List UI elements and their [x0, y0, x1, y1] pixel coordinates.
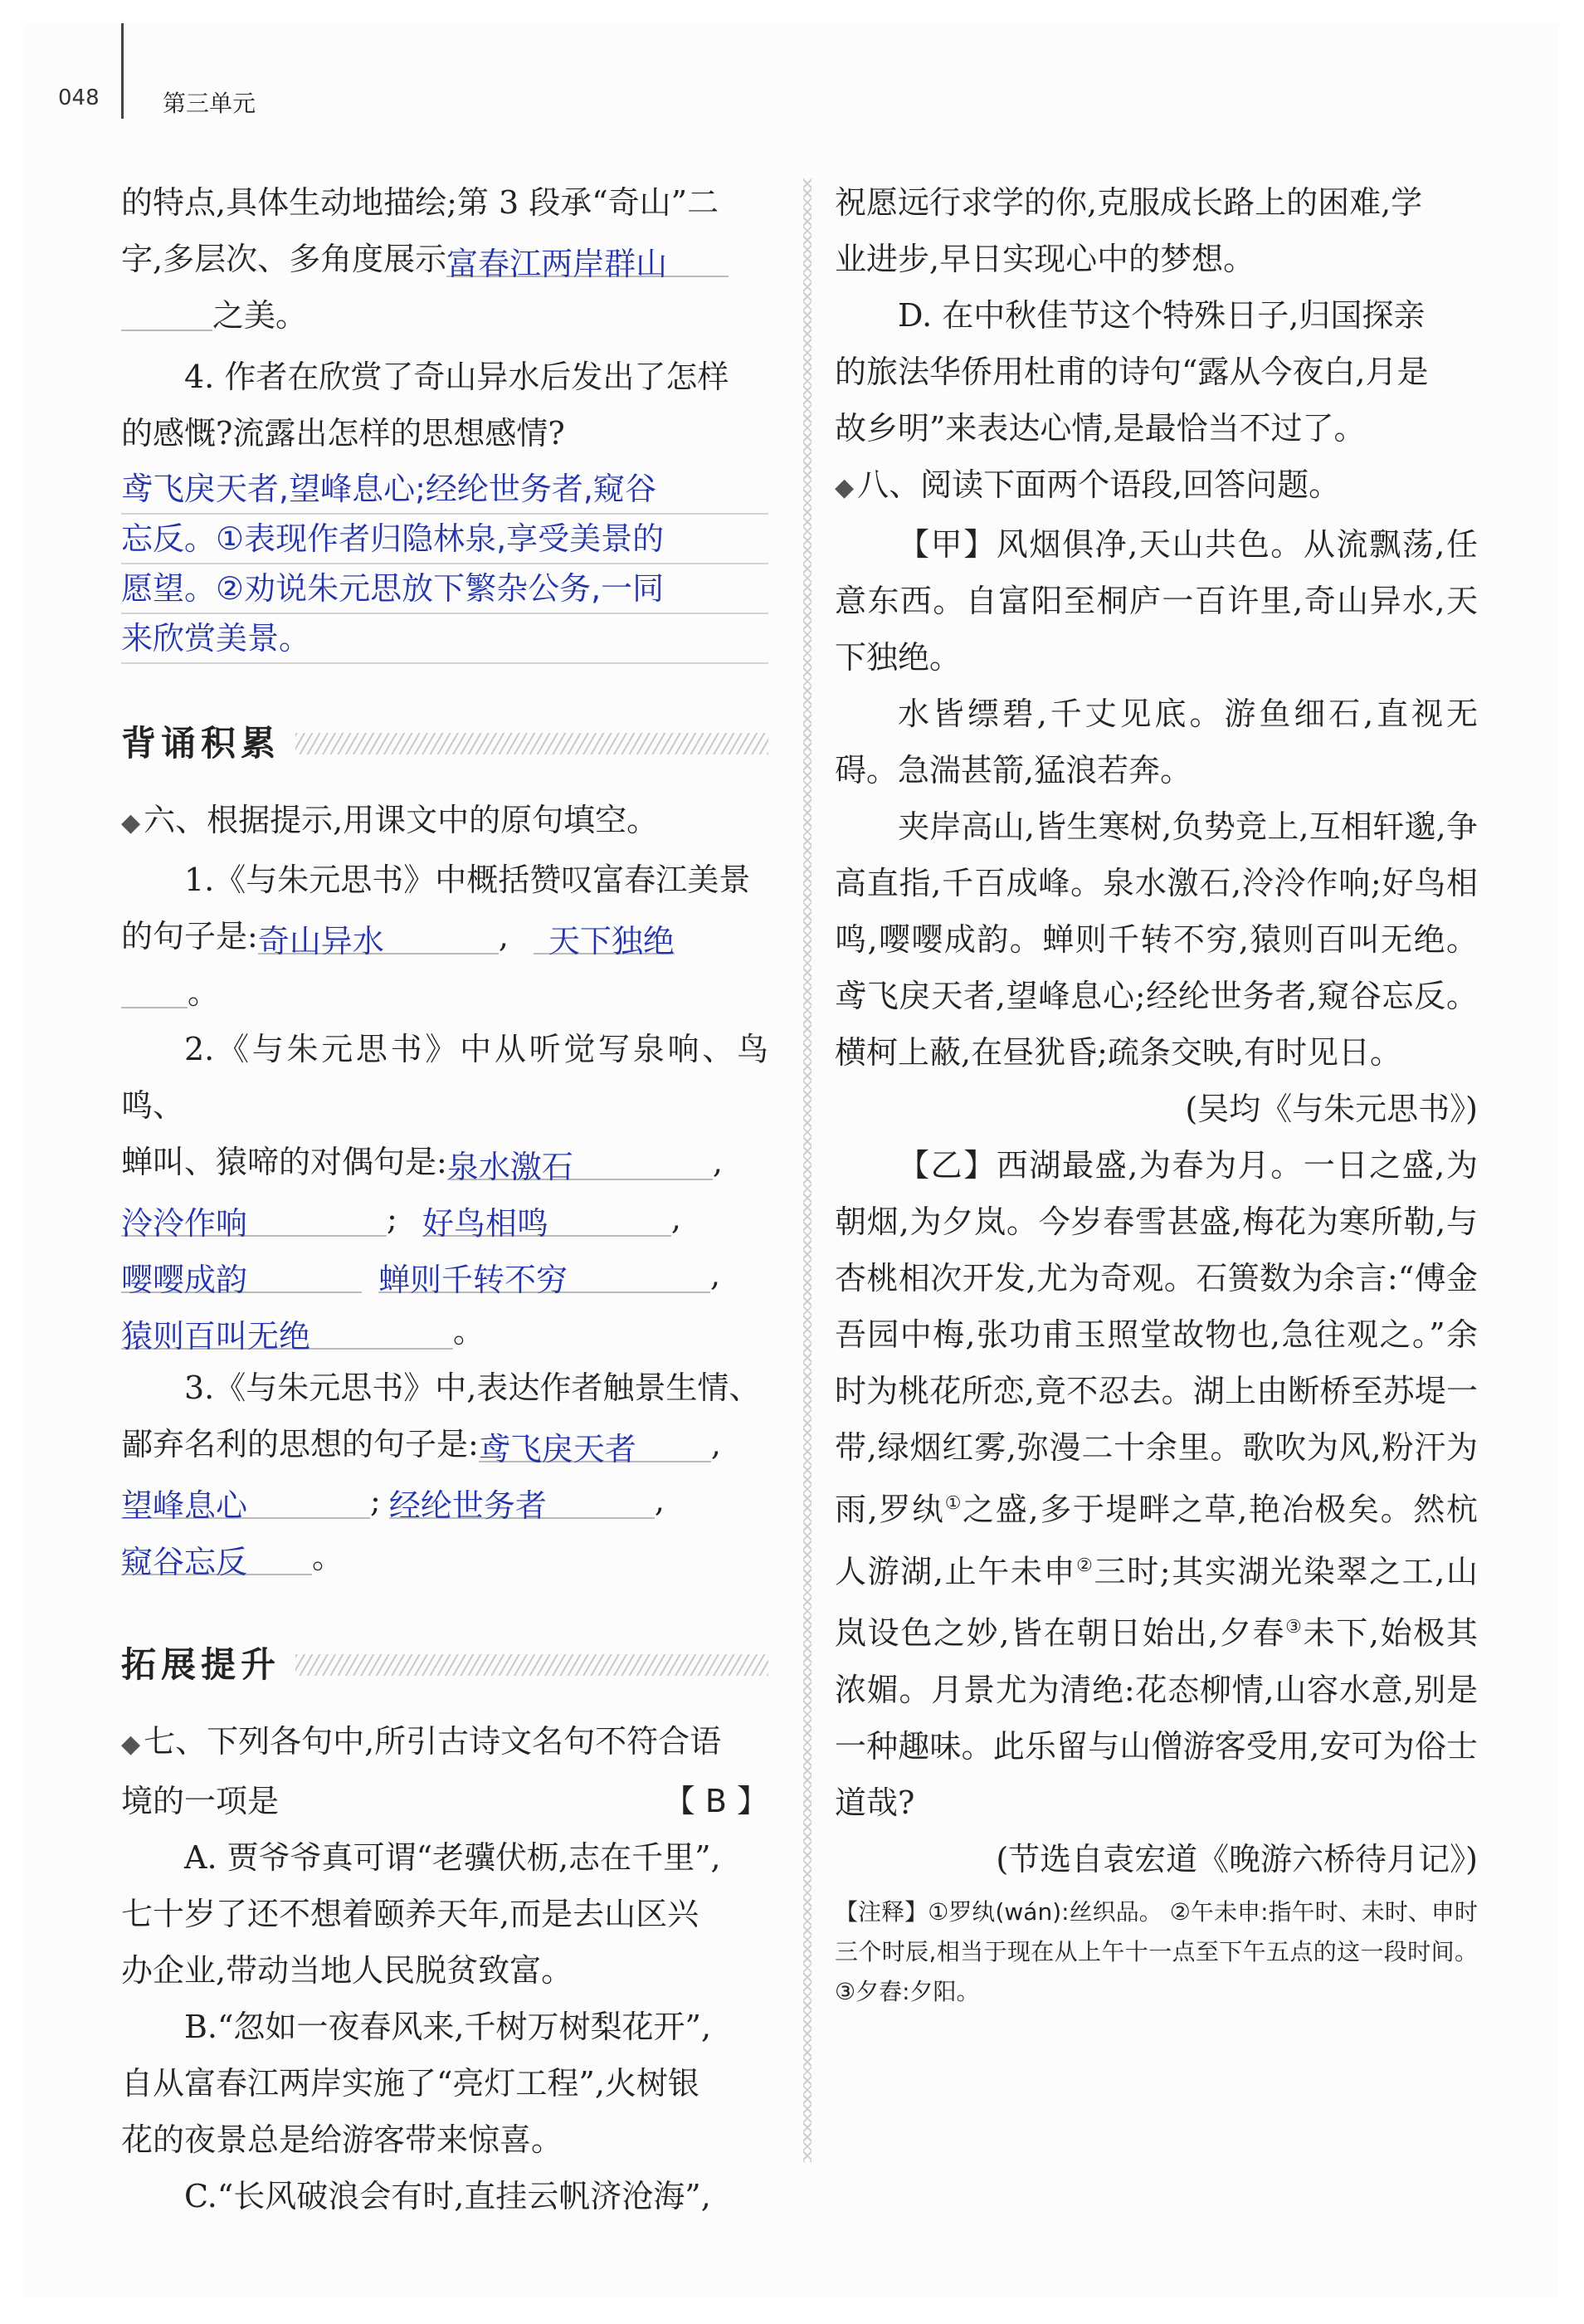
option-a-line: 办企业,带动当地人民脱贫致富。	[121, 1952, 573, 1989]
question-6-2-line2: 蝉叫、猿啼的对偶句是:泉水激石 ,	[121, 1134, 768, 1190]
answer-line: 来欣赏美景。	[121, 614, 768, 664]
handwritten-answer: 泉水激石	[446, 1149, 573, 1185]
passage-yi-source: (节选自袁宏道《晚游六桥待月记》)	[996, 1840, 1478, 1877]
diamond-icon: ◆	[121, 1730, 141, 1759]
footnotes: 【注释】①罗纨(wán):丝织品。 ②午未申:指午时、未时、申时三个时辰,相当于现在从上午十一点至下午五点的这一段时间。 ③夕舂:夕阳。	[835, 1897, 1478, 2005]
answer-line: 愿望。②劝说朱元思放下繁杂公务,一同	[121, 564, 768, 614]
diamond-icon: ◆	[121, 808, 141, 837]
passage-jia-p1: 【甲】风烟俱净,天山共色。从流飘荡,任意东西。自富阳至桐庐一百许里,奇山异水,天下独绝。	[835, 526, 1478, 676]
question-6-2-line4: 嘤嘤成韵 蝉则千转不穷 ,	[121, 1247, 768, 1303]
passage-yi: 【乙】西湖最盛,为春为月。一日之盛,为朝烟,为夕岚。今岁春雪甚盛,梅花为寒所勒,与杏桃相次开发,尤为奇观。石篑数为余言:“傅金吾园中梅,张功甫玉照堂故物也,急往观之。”余时为桃花所恋,竟不忍去。湖上由断桥至苏堤一带,绿烟红雾,弥漫二十余里。歌吹为风,粉汗为雨,罗纨①之盛,多于堤畔之草,艳冶极矣。然杭人游湖,止午未申②三时;其实湖光染翠之工,山岚设色之妙,皆在朝日始出,夕春③未下,始极其浓媚。月景尤为清绝:花态柳情,山容水意,别是一种趣味。此乐留与山僧游客受用,安可为俗士道哉?	[835, 1147, 1478, 1821]
handwritten-answer: 经纶世务者	[388, 1487, 547, 1524]
question-6-title: ◆ 六、根据提示,用课文中的原句填空。	[121, 802, 659, 838]
handwritten-answer: 鸢飞戾天者	[478, 1431, 636, 1467]
right-column	[835, 174, 1478, 2012]
option-d-line: 的旅法华侨用杜甫的诗句“露从今夜白,月是	[835, 354, 1429, 390]
section-hatch	[295, 1654, 768, 1676]
question-6-2: 2.《与朱元思书》中从听觉写泉响、鸟鸣、	[121, 1031, 768, 1124]
handwritten-answer: 好鸟相鸣	[422, 1205, 548, 1242]
option-b-line: 自从富春江两岸实施了“亮灯工程”,火树银	[121, 2065, 699, 2102]
section-heading	[121, 715, 768, 772]
question-6-3: 3.《与朱元思书》中,表达作者触景生情、	[184, 1370, 761, 1406]
question-6-3-line4: 窥谷忘反 。	[121, 1529, 768, 1585]
passage-jia-p3: 夹岸高山,皆生寒树,负势竞上,互相轩邈,争高直指,千百成峰。泉水激石,泠泠作响;好鸟相鸣,嘤嘤成韵。蝉则千转不穷,猿则百叫无绝。鸢飞戾天者,望峰息心;经纶世务者,窥谷忘反。横柯上蔽,在昼犹昏;疏条交映,有时见日。	[835, 808, 1478, 1071]
continuation-line: 字,多层次、多角度展示富春江两岸群山	[121, 231, 768, 287]
section-hatch	[295, 733, 768, 754]
footnote-mark: ②	[1076, 1555, 1094, 1576]
continuation-line: 的特点,具体生动地描绘;第 3 段承“奇山”二	[121, 184, 719, 221]
handwritten-answer: 天下独绝	[548, 923, 675, 959]
option-d: D. 在中秋佳节这个特殊日子,归国探亲	[898, 297, 1426, 334]
column-separator	[803, 178, 811, 2162]
footnote-mark: ①	[944, 1493, 963, 1514]
option-b-line: 花的夜景总是给游客带来惊喜。	[121, 2121, 563, 2158]
section-title: 拓展提升	[121, 1644, 281, 1685]
handwritten-answer: 富春江两岸群山	[446, 246, 668, 282]
answer-lines	[121, 465, 768, 664]
passage-jia-source: (吴均《与朱元思书》)	[1185, 1091, 1478, 1127]
option-a-line: 七十岁了还不想着颐养天年,而是去山区兴	[121, 1896, 699, 1932]
answer-line: 鸢飞戾天者,望峰息心;经纶世务者,窥谷	[121, 465, 768, 515]
question-4-line2: 的感慨?流露出怎样的思想感情?	[121, 415, 565, 452]
question-4: 4. 作者在欣赏了奇山异水后发出了怎样	[184, 359, 729, 395]
question-7-line2: 境的一项是 【 B 】	[121, 1773, 768, 1829]
section-heading	[121, 1637, 768, 1693]
option-c-line: 祝愿远行求学的你,克服成长路上的困难,学	[835, 184, 1423, 221]
left-column	[121, 174, 768, 2224]
unit-title: 第三单元	[163, 90, 256, 117]
passage-jia-p2: 水皆缥碧,千丈见底。游鱼细石,直视无碍。急湍甚箭,猛浪若奔。	[835, 696, 1478, 788]
continuation-line: 之美。	[121, 287, 768, 344]
handwritten-answer: 猿则百叫无绝	[121, 1318, 311, 1355]
question-6-1: 1.《与朱元思书》中概括赞叹富春江美景	[184, 862, 751, 898]
header-divider	[121, 23, 124, 119]
handwritten-answer: 望峰息心	[121, 1487, 248, 1524]
question-6-2-line5: 猿则百叫无绝 。	[121, 1303, 768, 1360]
handwritten-answer: 奇山异水	[257, 923, 384, 959]
section-title: 背诵积累	[121, 723, 281, 764]
question-6-1-line2: 的句子是:奇山异水 , 天下独绝	[121, 908, 768, 964]
answer-bracket: 【 B 】	[663, 1783, 768, 1819]
handwritten-answer: 蝉则千转不穷	[378, 1262, 568, 1298]
answer-line: 忘反。①表现作者归隐林泉,享受美景的	[121, 515, 768, 564]
option-c-line: 业进步,早日实现心中的梦想。	[835, 241, 1255, 277]
question-6-2-line3: 泠泠作响 ; 好鸟相鸣 ,	[121, 1190, 768, 1247]
question-6-3-line2: 鄙弃名利的思想的句子是:鸢飞戾天者 ,	[121, 1416, 768, 1472]
diamond-icon: ◆	[835, 473, 855, 502]
option-c: C.“长风破浪会有时,直挂云帆济沧海”,	[184, 2178, 711, 2214]
handwritten-answer: 泠泠作响	[121, 1205, 248, 1242]
handwritten-answer: 嘤嘤成韵	[121, 1262, 248, 1298]
page-number: 048	[58, 85, 100, 110]
footnote-mark: ③	[1285, 1617, 1304, 1638]
question-8-title: ◆ 八、阅读下面两个语段,回答问题。	[835, 466, 1341, 503]
option-a: A. 贾爷爷真可谓“老骥伏枥,志在千里”,	[184, 1839, 721, 1876]
option-b: B.“忽如一夜春风来,千树万树梨花开”,	[184, 2009, 712, 2045]
question-7: ◆ 七、下列各句中,所引古诗文名句不符合语	[121, 1723, 722, 1760]
question-6-1-line3: 。	[121, 964, 768, 1021]
question-6-3-line3: 望峰息心 ; 经纶世务者 ,	[121, 1472, 768, 1529]
handwritten-answer: 窥谷忘反	[121, 1544, 248, 1580]
option-d-line: 故乡明”来表达心情,是最恰当不过了。	[835, 410, 1366, 447]
